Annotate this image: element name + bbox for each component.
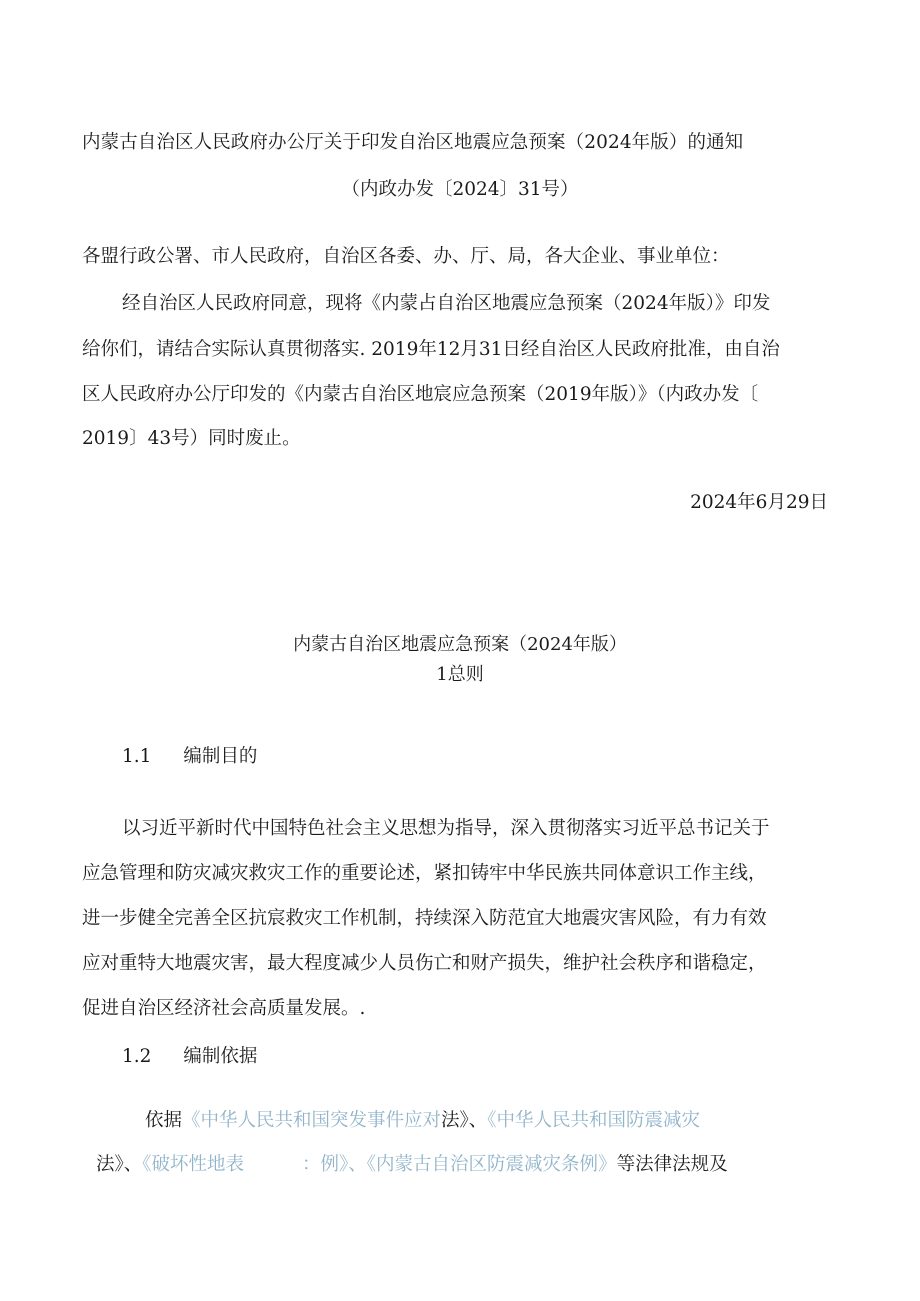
notice-date: 2024年6月29日 [690,492,828,513]
text-segment: 法》、 [96,1154,143,1175]
section-heading [122,744,257,770]
plan-title: 内蒙古自治区地震应急预案（2024年版） [293,634,627,655]
text-segment: 法》、 [441,1110,488,1131]
section-body-line: 以习近平新时代中国特色社会主义思想为指导，深入贯彻落实习近平总书记关于 [122,818,770,839]
section-body-line: 应急管理和防灾减灾救灾工作的重要论述，紧扣铸牢中华民族共同体意识工作主线， [82,863,767,884]
section-body-line: 进一步健全完善全区抗宸救灾工作机制，持续深入防范宜大地震灾害风险，有力有效 [82,908,767,929]
law-link[interactable]: 《中华人民共和国防震减灾 [487,1110,701,1131]
section-title: 编制目的 [183,746,258,767]
law-link[interactable]: 《中华人民共和国突发事件应对 [182,1110,442,1131]
section-body-line [96,1152,728,1178]
law-link[interactable]: 《破坏性地表 [142,1154,245,1175]
addressee: 各盟行政公署、市人民政府，自治区各委、办、厅、局，各大企业、事业单位： [82,246,730,267]
notice-body-line: 给你们，请结合实际认真贯彻落实. 2019年12月31日经自治区人民政府批准，由自治 [82,339,780,360]
notice-body-line: 区人民政府办公厅印发的《内蒙古自治区地宸应急预案（2019年版）》（内政办发〔 [82,384,759,405]
section-body-line [145,1108,700,1134]
section-body-line: 应对重特大地震灾害，最大程度减少人员伤亡和财产损失，维护社会秩序和谐稳定， [82,953,767,974]
notice-body-line: 2019〕43号）同时废止。 [82,428,301,449]
notice-body-line: 经自治区人民政府同意，现将《内蒙占自治区地震应急预案（2024年版）》印发 [122,293,771,314]
section-title: 编制依据 [183,1046,258,1067]
text-suffix: 等法律法规及 [616,1154,728,1175]
section-number: 1.1 [122,746,152,767]
chapter-heading: 1总则 [436,664,484,685]
law-link[interactable]: ：例》、 [302,1154,367,1175]
section-heading [122,1044,257,1070]
section-body-line: 促进自治区经济社会高质量发展。. [82,998,366,1019]
notice-title: 内蒙古自治区人民政府办公厅关于印发自治区地震应急预案（2024年版）的通知 [82,132,744,153]
document-number: （内政办发〔2024〕31号） [341,179,579,200]
text-prefix: 依据 [145,1110,183,1131]
section-number: 1.2 [122,1046,152,1067]
law-link[interactable]: 《内蒙古自治区防震减灾条例》 [366,1154,617,1175]
